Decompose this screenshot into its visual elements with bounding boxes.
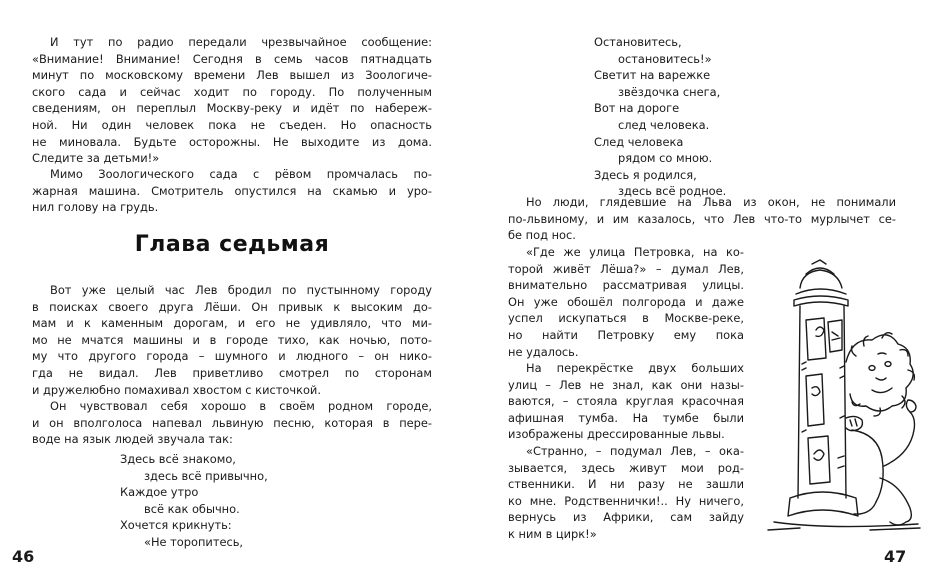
text-line: и он вполголоса напевал львиную песню, которая в пере- xyxy=(32,415,432,430)
paragraph-poster-column xyxy=(508,360,744,443)
text-line: торой живёт Лёша?» – думал Лев, xyxy=(508,261,744,276)
text-line: изображены дрессированные львы. xyxy=(508,427,725,442)
chapter-title: Глава седьмая xyxy=(134,232,330,257)
text-line: Следите за детьми!» xyxy=(32,151,160,166)
text-line: ко мне. Родственнички!.. Ну ничего, xyxy=(508,493,744,508)
text-line: воде на язык людей звучала так: xyxy=(32,432,233,447)
verse-lion-song-part-2 xyxy=(594,34,726,200)
verse-lion-song-part-1 xyxy=(120,451,268,551)
text-line: сведениям, он переплыл Москву-реку и идёт по набереж- xyxy=(32,101,432,116)
text-line: нил голову на грудь. xyxy=(32,200,159,215)
text-line: Он чувствовал себя хорошо в своём родном городе, xyxy=(50,399,432,413)
text-line: в поисках своего друга Лёши. Он привык к высоким до- xyxy=(32,299,432,314)
text-line: успел искупаться в Москве-реке, xyxy=(508,311,744,326)
verse-line: звёздочка снега, xyxy=(618,84,721,99)
paragraph-people-watching xyxy=(508,194,896,244)
paragraph-relatives xyxy=(508,443,744,543)
left-page xyxy=(0,0,464,575)
page-number: 46 xyxy=(12,547,35,566)
text-line: не удалось. xyxy=(508,344,579,359)
verse-line: остановитесь!» xyxy=(618,51,712,66)
lion-peeking-behind-poster-column-illustration xyxy=(760,258,922,548)
text-line: «Странно, – подумал Лев, – ока- xyxy=(526,444,744,458)
verse-line: Остановитесь, xyxy=(594,35,682,49)
text-line: афишная тумба. На тумбе были xyxy=(508,410,744,425)
text-line: жарная машина. Смотритель опустился на скамью и уро- xyxy=(32,183,432,198)
text-line: не миновала. Будьте осторожны. Не выходите из дома. xyxy=(32,134,432,149)
verse-line: след человека. xyxy=(618,117,710,132)
text-line: Он уже обошёл полгорода и даже xyxy=(508,294,744,309)
text-line: к ним в цирк!» xyxy=(508,526,597,541)
verse-line: Здесь я родился, xyxy=(594,167,697,182)
text-line: гда не видал. Лев приветливо смотрел по сторонам xyxy=(32,365,432,380)
text-line: но найти Петровку ему пока xyxy=(508,327,744,342)
text-line: ского сада и сейчас ходит по городу. По полученным xyxy=(32,84,432,99)
text-line: бе под нос. xyxy=(508,228,576,243)
text-line: му что другого города – шумного и людного – он нико- xyxy=(32,349,432,364)
verse-line: Светит на варежке xyxy=(594,68,711,83)
paragraph-lion-wandering xyxy=(32,282,432,398)
page-number: 47 xyxy=(884,547,907,566)
text-line: ственники. И ни разу не зашли xyxy=(508,477,744,492)
paragraph-lion-song-intro xyxy=(32,398,432,448)
verse-line: Здесь всё знакомо, xyxy=(120,452,236,466)
right-page xyxy=(464,0,929,575)
verse-line: всё как обычно. xyxy=(144,501,240,516)
verse-line: Хочется крикнуть: xyxy=(120,518,232,533)
text-line: «Внимание! Внимание! Сегодня в семь часов пятнадцать xyxy=(32,51,432,66)
paragraph-fire-truck xyxy=(32,166,432,216)
verse-line: След человека xyxy=(594,134,684,149)
verse-line: здесь всё привычно, xyxy=(144,468,268,483)
verse-line: здесь всё родное. xyxy=(618,184,727,199)
text-line: ваются, – стояла круглая красочная xyxy=(508,394,744,409)
text-line: «Где же улица Петровка, на ко- xyxy=(526,245,744,259)
verse-line: «Не торопитесь, xyxy=(144,534,244,549)
text-line: Мимо Зоологического сада с рёвом промчалась по- xyxy=(50,167,432,181)
text-line: мо не мчатся машины и в городе тихо, как ночью, пото- xyxy=(32,332,432,347)
text-line: улиц – Лев не знал, как они назы- xyxy=(508,377,744,392)
text-line: ной. Ни один человек пока не съеден. Но опасность xyxy=(32,117,432,132)
verse-line: Каждое утро xyxy=(120,485,199,500)
paragraph-radio-announcement xyxy=(32,34,432,167)
text-line: внимательно рассматривая улицы. xyxy=(508,278,744,293)
verse-line: рядом со мною. xyxy=(618,151,713,166)
text-line: и дружелюбно помахивал хвостом с кисточкой. xyxy=(32,382,321,397)
text-line: И тут по радио передали чрезвычайное сообщение: xyxy=(50,35,432,49)
text-line: минут по московскому времени Лев вышел из Зоологиче- xyxy=(32,68,432,83)
text-line: На перекрёстке двух больших xyxy=(526,361,744,375)
paragraph-petrovka xyxy=(508,244,744,360)
text-line: мам и к каменным дорогам, и его не удивляло, что ми- xyxy=(32,316,432,331)
text-line: зывается, здесь живут мои род- xyxy=(508,460,744,475)
text-line: Вот уже целый час Лев бродил по пустынному городу xyxy=(50,283,432,297)
verse-line: Вот на дороге xyxy=(594,101,680,116)
text-line: Но люди, глядевшие на Льва из окон, не понимали xyxy=(526,195,896,209)
text-line: вернусь из Африки, сам зайду xyxy=(508,510,744,525)
text-line: по-львиному, и им казалось, что Лев что-то мурлычет се- xyxy=(508,211,896,226)
